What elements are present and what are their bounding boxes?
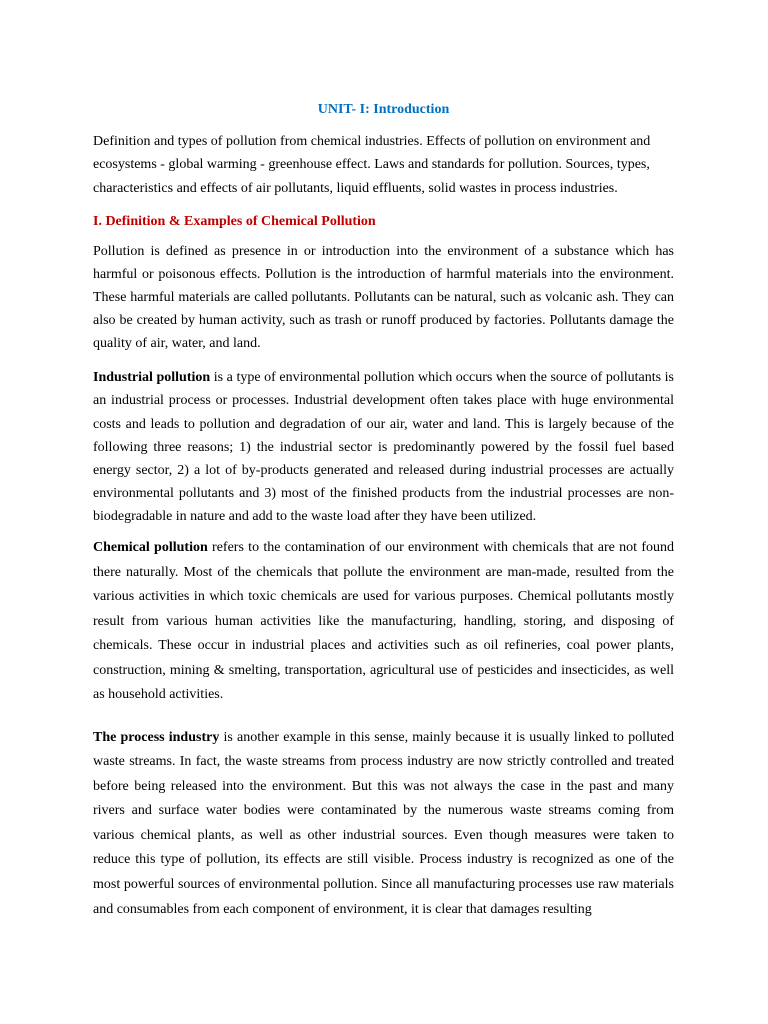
industrial-pollution-text: is a type of environmental pollution which occurs when the source of pollutants is an industrial process or processes. Industrial development often takes place with huge environmental costs and leads to pollution and degradation of our air, water and land. This is largely because of the following three reasons; 1) the industrial sector is predominantly powered by the fossil fuel based energy sector, 2) a lot of by-products generated and released during industrial processes are actually environmental pollutants and 3) most of the finished products from the industrial processes are non-biodegradable in nature and add to the waste load after they have been utilized. (93, 370, 674, 524)
paragraph-industrial-pollution (93, 366, 674, 528)
term-chemical-pollution: Chemical pollution (93, 540, 208, 556)
section-heading: I. Definition & Examples of Chemical Pollution (93, 213, 376, 229)
chemical-pollution-text: refers to the contamination of our environment with chemicals that are not found there naturally. Most of the chemicals that pollute the environment are man-made, resulted from the various activities in which toxic chemicals are used for various purposes. Chemical pollutants mostly result from various human activities like the manufacturing, handling, storing, and disposing of chemicals. These occur in industrial places and activities such as oil refineries, coal power plants, construction, mining & smelting, transportation, agricultural use of pesticides and insecticides, as well as household activities. (93, 540, 674, 703)
term-process-industry: The process industry (93, 729, 220, 745)
process-industry-text: is another example in this sense, mainly because it is usually linked to polluted waste streams. In fact, the waste streams from process industry are now strictly controlled and treated before being released into the environment. But this was not always the case in the past and many rivers and surface water bodies were contaminated by the numerous waste streams coming from various chemical plants, as well as other industrial sources. Even though measures were taken to reduce this type of pollution, its effects are still visible. Process industry is recognized as one of the most powerful sources of environmental pollution. Since all manufacturing processes use raw materials and consumables from each component of environment, it is clear that damages resulting (93, 729, 674, 917)
unit-title: UNIT- I: Introduction (317, 102, 450, 117)
paragraph-process-industry (93, 726, 674, 923)
term-industrial-pollution: Industrial pollution (93, 370, 211, 386)
document-page (93, 101, 674, 922)
paragraph-chemical-pollution (93, 536, 674, 708)
unit-intro: Definition and types of pollution from chemical industries. Effects of pollution on environment and ecosystems - global warming - greenhouse effect. Laws and standards for pollution. Sources, types, characteristics and effects of air pollutants, liquid effluents, solid wastes in process industries. (93, 134, 651, 196)
paragraph-pollution-definition: Pollution is defined as presence in or introduction into the environment of a substance which has harmful or poisonous effects. Pollution is the introduction of harmful materials into the environment. These harmful materials are called pollutants. Pollutants can be natural, such as volcanic ash. They can also be created by human activity, such as trash or runoff produced by factories. Pollutants damage the quality of air, water, and land. (93, 243, 674, 352)
